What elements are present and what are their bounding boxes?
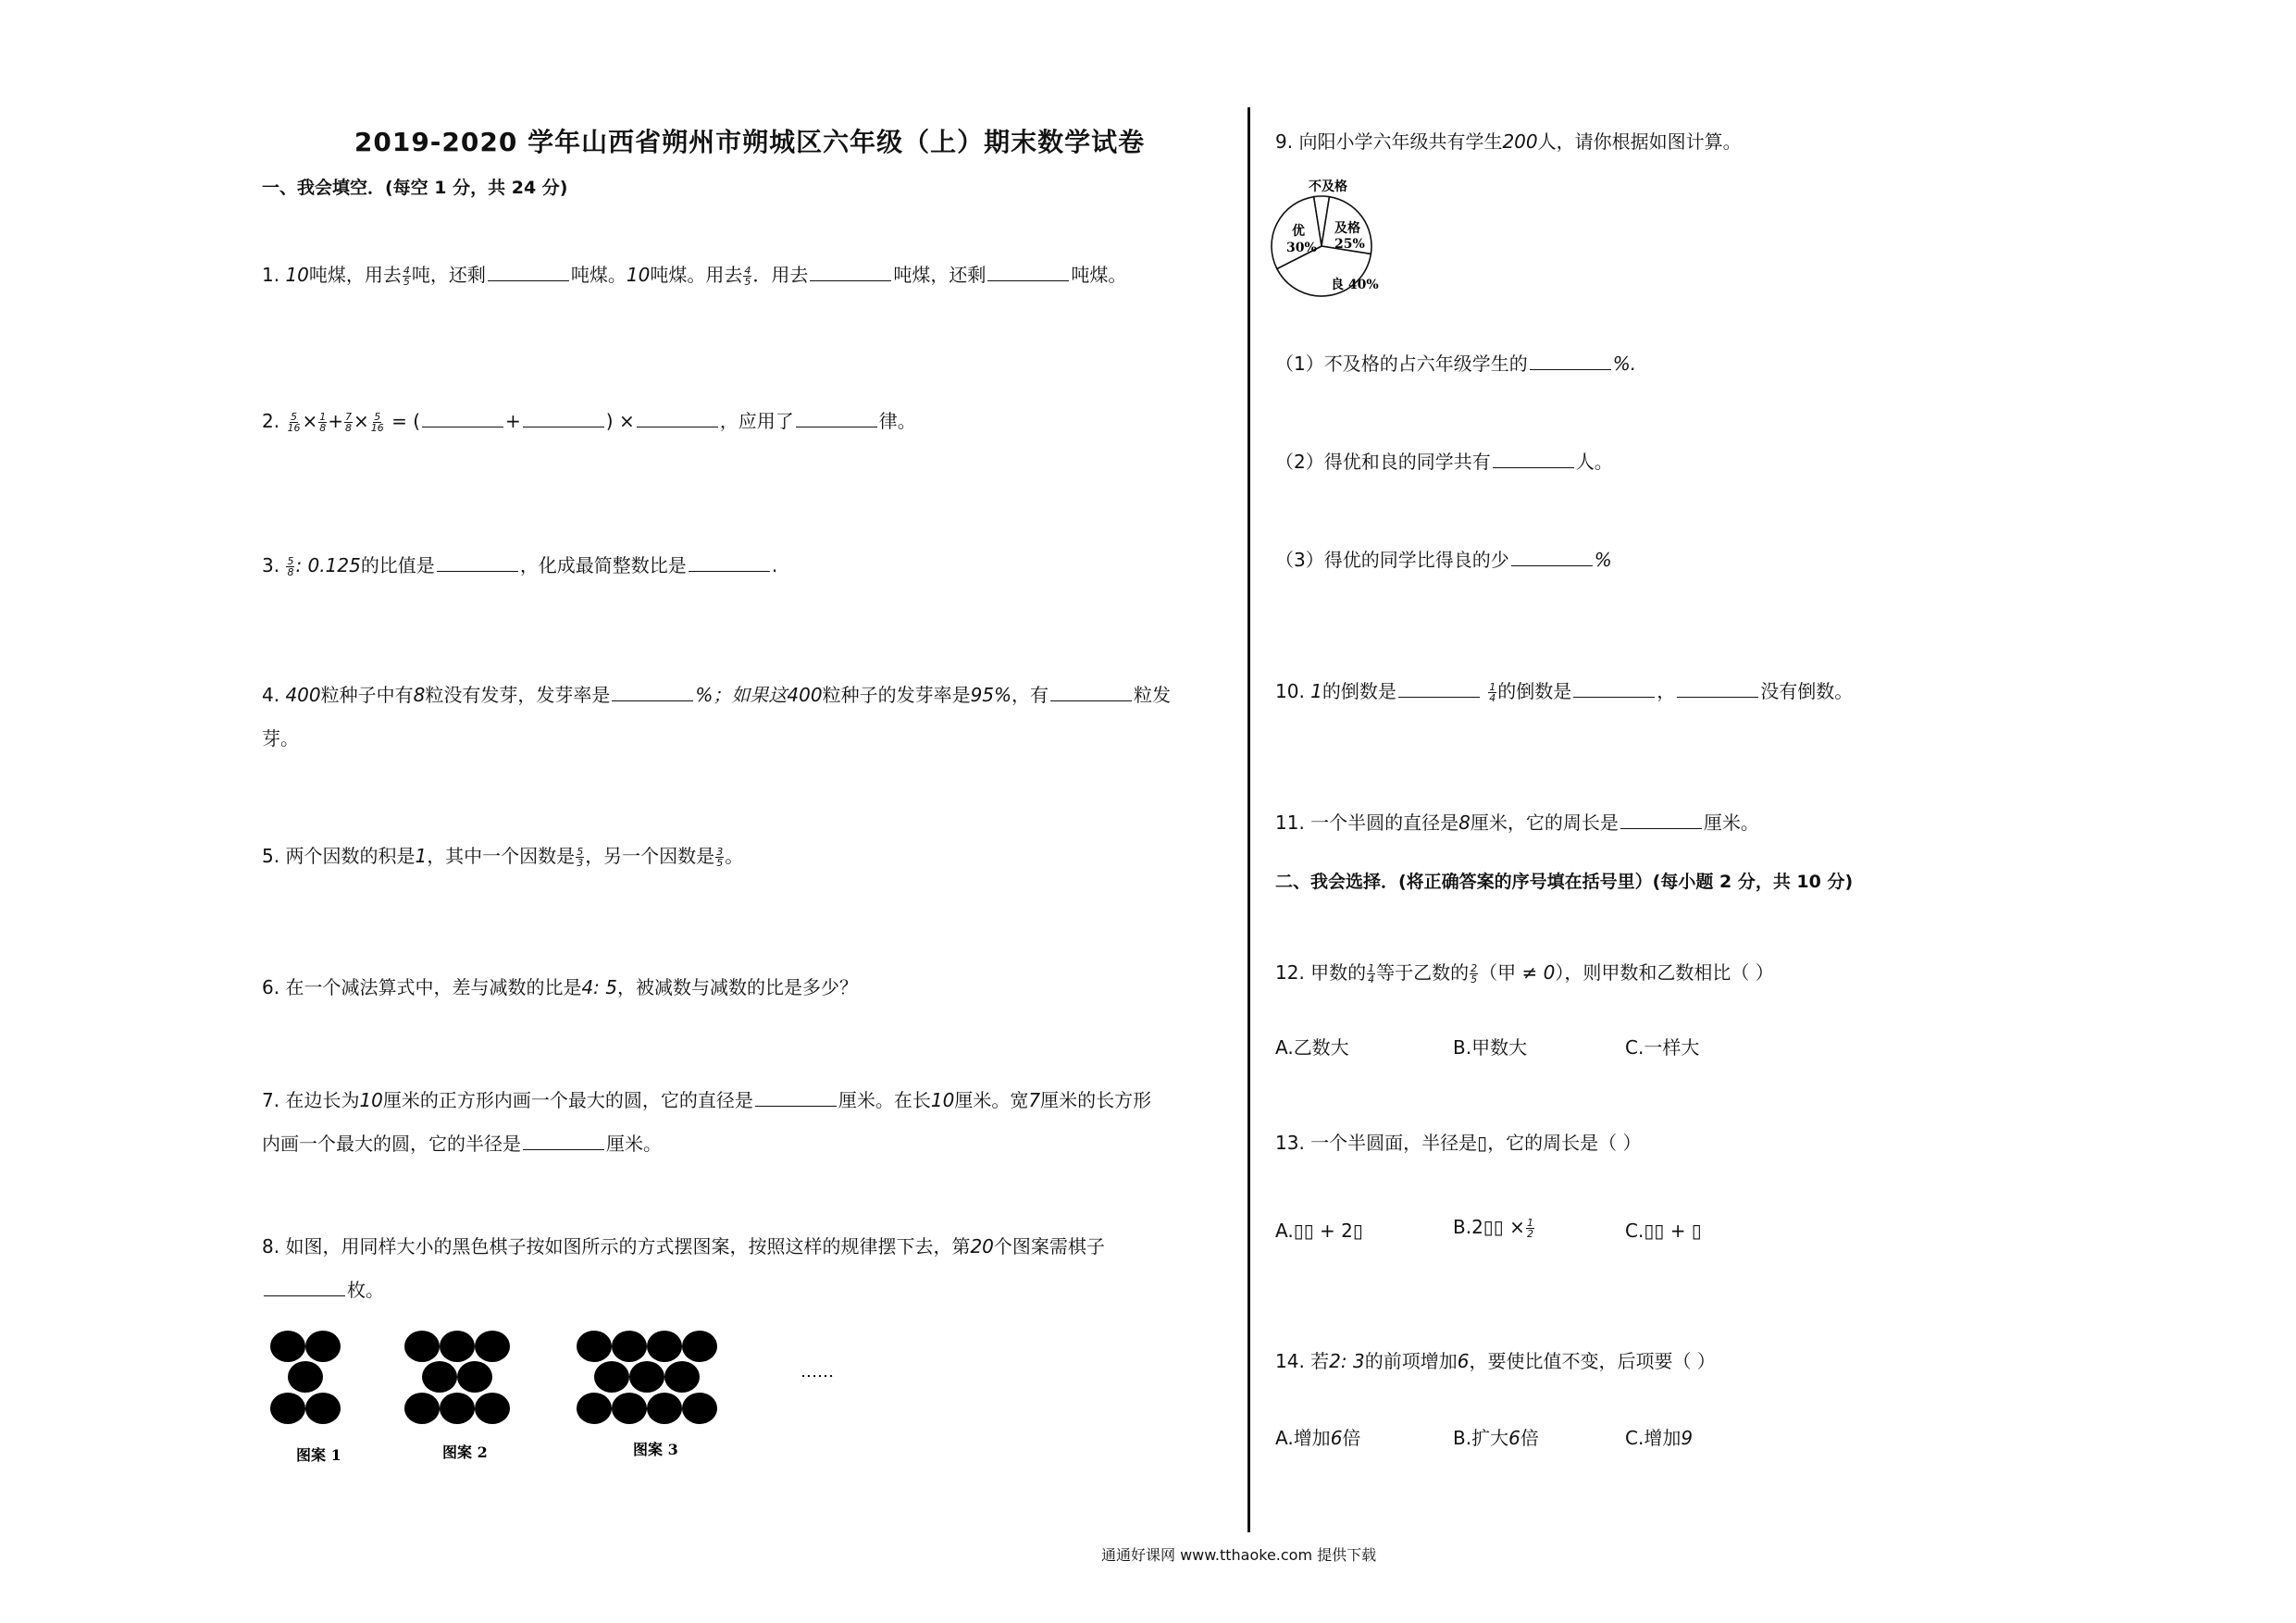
answer-blank[interactable] [1050, 680, 1132, 701]
pattern-2-label: 图案 2 [442, 1443, 488, 1461]
question-9-sub-2: （2）得优和良的同学共有 人。 [1275, 440, 1613, 484]
question-8: 8. 如图，用同样大小的黑色棋子按如图所示的方式摆图案，按照这样的规律摆下去，第20个图案需棋子 枚。 [262, 1235, 1105, 1301]
pie-label-pass: 及格 [1334, 221, 1360, 236]
question-14: 14. 若2: 3的前项增加6，要使比值不变，后项要（ ） [1275, 1350, 1716, 1372]
option-14-a[interactable]: A.增加6倍 [1275, 1427, 1361, 1449]
question-5: 5. 两个因数的积是1，其中一个因数是 $\frac{5}{3}$ ，另一个因数是 $\frac{3}{5}$ 。 [262, 845, 744, 869]
option-13-a[interactable]: A.▯▯ + 2▯ [1275, 1220, 1363, 1242]
page-footer: 通通好课网 www.tthaoke.com 提供下载 [1101, 1546, 1377, 1564]
answer-blank[interactable] [1620, 808, 1702, 829]
pie-label-excellent: 优 [1292, 224, 1305, 239]
grade-pie-chart [1266, 172, 1405, 306]
question-9-sub-1: （1）不及格的占六年级学生的 %. [1275, 342, 1636, 386]
pattern-ellipsis: …… [800, 1362, 834, 1381]
question-13: 13. 一个半圆面，半径是▯，它的周长是（ ） [1275, 1132, 1642, 1154]
option-14-c[interactable]: C.增加9 [1625, 1427, 1694, 1449]
question-2: 2. $\frac{5}{16}$ × $\frac{1}{8}$ + $\frac{7}{8}$ × $\frac{5}{16}$ = ( + ) × ，应用了 律。 [262, 400, 916, 443]
pie-label-pass-pct: 25% [1334, 237, 1365, 252]
answer-blank[interactable] [523, 406, 604, 427]
question-1: 1. 10吨煤，用去 $\frac{4}{5}$ 吨，还剩 吨煤。10吨煤。用去 $\frac{4}{5}$ ．用去 吨煤，还剩 吨煤。 [262, 254, 1126, 297]
answer-blank[interactable] [1530, 349, 1611, 370]
answer-blank[interactable] [437, 551, 518, 572]
question-9: 9. 向阳小学六年级共有学生200人，请你根据如图计算。 [1275, 130, 1742, 153]
answer-blank[interactable] [523, 1129, 604, 1150]
option-12-b[interactable]: B.甲数大 [1453, 1036, 1528, 1059]
pattern-3 [577, 1331, 717, 1424]
answer-blank[interactable] [987, 260, 1069, 281]
pie-label-fail: 不及格 [1309, 180, 1347, 194]
question-12: 12. 甲数的 $\frac{1}{4}$ 等于乙数的 $\frac{2}{5}$ （甲 ≠ 0），则甲数和乙数相比（ ） [1275, 961, 1774, 985]
answer-blank[interactable] [1511, 545, 1593, 566]
section-2-heading: 二、我会选择．(将正确答案的序号填在括号里）(每小题 2 分，共 10 分) [1275, 872, 1854, 892]
pattern-3-label: 图案 3 [633, 1441, 678, 1458]
pattern-2 [404, 1331, 510, 1424]
exam-title: 2019-2020 学年山西省朔州市朔城区六年级（上）期末数学试卷 [354, 127, 1146, 157]
question-6: 6. 在一个减法算式中，差与减数的比是4: 5，被减数与减数的比是多少？ [262, 976, 858, 998]
answer-blank[interactable] [1493, 447, 1574, 468]
pattern-1-label: 图案 1 [296, 1446, 341, 1464]
answer-blank[interactable] [264, 1275, 345, 1296]
answer-blank[interactable] [1677, 676, 1758, 698]
question-4: 4. 400粒种子中有8粒没有发芽，发芽率是 %；如果这400粒种子的发芽率是95%，有 粒发 芽。 [262, 674, 1171, 761]
answer-blank[interactable] [422, 406, 503, 427]
pattern-1 [270, 1331, 341, 1424]
section-1-heading: 一、我会填空．(每空 1 分，共 24 分) [262, 178, 568, 198]
question-11: 11. 一个半圆的直径是8厘米，它的周长是 厘米。 [1275, 801, 1759, 845]
answer-blank[interactable] [810, 260, 891, 281]
option-14-b[interactable]: B.扩大6倍 [1453, 1427, 1539, 1449]
pie-label-good: 良 40% [1331, 278, 1379, 292]
answer-blank[interactable] [796, 406, 877, 427]
question-9-sub-3: （3）得优的同学比得良的少 % [1275, 539, 1612, 582]
question-10: 10. 1的倒数是 $\frac{1}{4}$ 的倒数是 ， 没有倒数。 [1275, 670, 1853, 713]
option-13-b[interactable]: B.2▯▯ × $\frac{1}{2}$ [1453, 1216, 1533, 1240]
chess-pattern-figure [259, 1314, 907, 1476]
question-3: 3. $\frac{5}{8}$ : 0.125的比值是 ，化成最简整数比是 . [262, 544, 777, 588]
answer-blank[interactable] [1398, 676, 1480, 698]
answer-blank[interactable] [612, 680, 693, 701]
pie-label-excellent-pct: 30% [1286, 241, 1317, 255]
option-13-c[interactable]: C.▯▯ + ▯ [1625, 1220, 1702, 1242]
option-12-a[interactable]: A.乙数大 [1275, 1036, 1349, 1059]
option-12-c[interactable]: C.一样大 [1625, 1036, 1700, 1059]
column-divider [1247, 107, 1250, 1532]
answer-blank[interactable] [755, 1085, 837, 1107]
answer-blank[interactable] [689, 551, 770, 572]
question-7: 7. 在边长为10厘米的正方形内画一个最大的圆，它的直径是 厘米。在长10厘米。宽7厘米的长方形 内画一个最大的圆，它的半径是 厘米。 [262, 1079, 1151, 1166]
answer-blank[interactable] [637, 406, 718, 427]
answer-blank[interactable] [488, 260, 569, 281]
answer-blank[interactable] [1573, 676, 1655, 698]
